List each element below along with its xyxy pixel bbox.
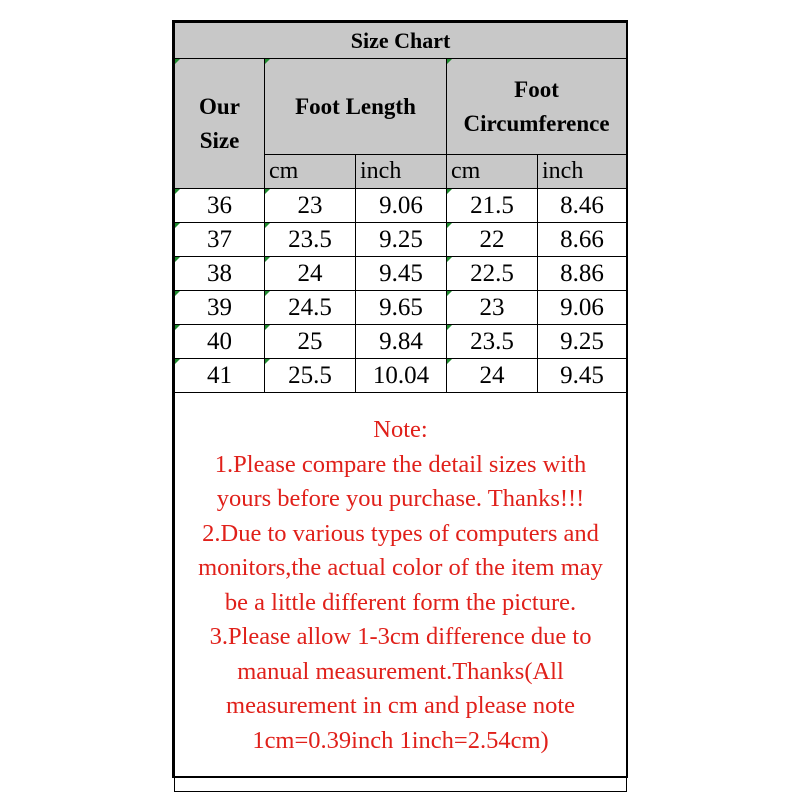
cell-length-inch: 9.25 (356, 223, 447, 257)
cell-size: 36 (175, 189, 265, 223)
cell-circumference-inch: 8.46 (538, 189, 627, 223)
note-line: measurement in cm and please note (226, 692, 576, 719)
cell-size: 41 (175, 359, 265, 393)
cell-size: 40 (175, 325, 265, 359)
note-line: yours before you purchase. Thanks!!! (216, 485, 585, 512)
cell-length-inch: 9.84 (356, 325, 447, 359)
unit-length-inch: inch (356, 155, 447, 189)
cell-size: 37 (175, 223, 265, 257)
cell-length-inch: 10.04 (356, 359, 447, 393)
cell-circumference-inch: 9.45 (538, 359, 627, 393)
cell-circumference-inch: 9.06 (538, 291, 627, 325)
table-row (175, 359, 627, 393)
cell-circumference-cm: 22 (447, 223, 538, 257)
table-row (175, 325, 627, 359)
note-line: 1.Please compare the detail sizes with (214, 450, 587, 478)
cell-size: 39 (175, 291, 265, 325)
note-line: 2.Due to various types of computers and (202, 519, 599, 547)
cell-circumference-inch: 8.66 (538, 223, 627, 257)
cell-length-cm: 23 (265, 189, 356, 223)
table-row (175, 223, 627, 257)
header-our-size-line-2: Size (199, 127, 240, 153)
table-row (175, 257, 627, 291)
cell-circumference-cm: 22.5 (447, 257, 538, 291)
cell-length-inch: 9.45 (356, 257, 447, 291)
cell-size: 38 (175, 257, 265, 291)
note-line: 1cm=0.39inch 1inch=2.54cm) (252, 726, 549, 754)
cell-circumference-cm: 21.5 (447, 189, 538, 223)
header-foot-circumference-line-1: Foot (514, 76, 559, 102)
cell-length-cm: 23.5 (265, 223, 356, 257)
cell-circumference-cm: 23 (447, 291, 538, 325)
table-row (175, 189, 627, 223)
cell-length-cm: 25.5 (265, 359, 356, 393)
note-line: 3.Please allow 1-3cm difference due to (209, 623, 592, 650)
header-foot-length: Foot Length (265, 59, 447, 155)
header-foot-circumference-line-2: Circumference (463, 110, 610, 136)
cell-length-cm: 24.5 (265, 291, 356, 325)
table-row (175, 291, 627, 325)
note-line: monitors,the actual color of the item may (198, 554, 603, 581)
note-section (175, 393, 627, 792)
size-chart (172, 20, 628, 778)
cell-circumference-inch: 8.86 (538, 257, 627, 291)
cell-length-inch: 9.06 (356, 189, 447, 223)
cell-circumference-cm: 23.5 (447, 325, 538, 359)
note-line: manual measurement.Thanks(All (237, 657, 564, 685)
cell-circumference-cm: 24 (447, 359, 538, 393)
chart-title: Size Chart (175, 23, 627, 59)
unit-circumference-cm: cm (447, 155, 538, 189)
header-our-size-line-1: Our (199, 93, 240, 119)
cell-length-cm: 24 (265, 257, 356, 291)
size-chart-table (174, 22, 627, 792)
header-foot-circumference (447, 59, 627, 155)
note-line: be a little different form the picture. (224, 588, 577, 616)
cell-length-inch: 9.65 (356, 291, 447, 325)
unit-length-cm: cm (265, 155, 356, 189)
unit-circumference-inch: inch (538, 155, 627, 189)
cell-length-cm: 25 (265, 325, 356, 359)
note-heading: Note: (373, 416, 428, 443)
header-our-size (175, 59, 265, 189)
cell-circumference-inch: 9.25 (538, 325, 627, 359)
